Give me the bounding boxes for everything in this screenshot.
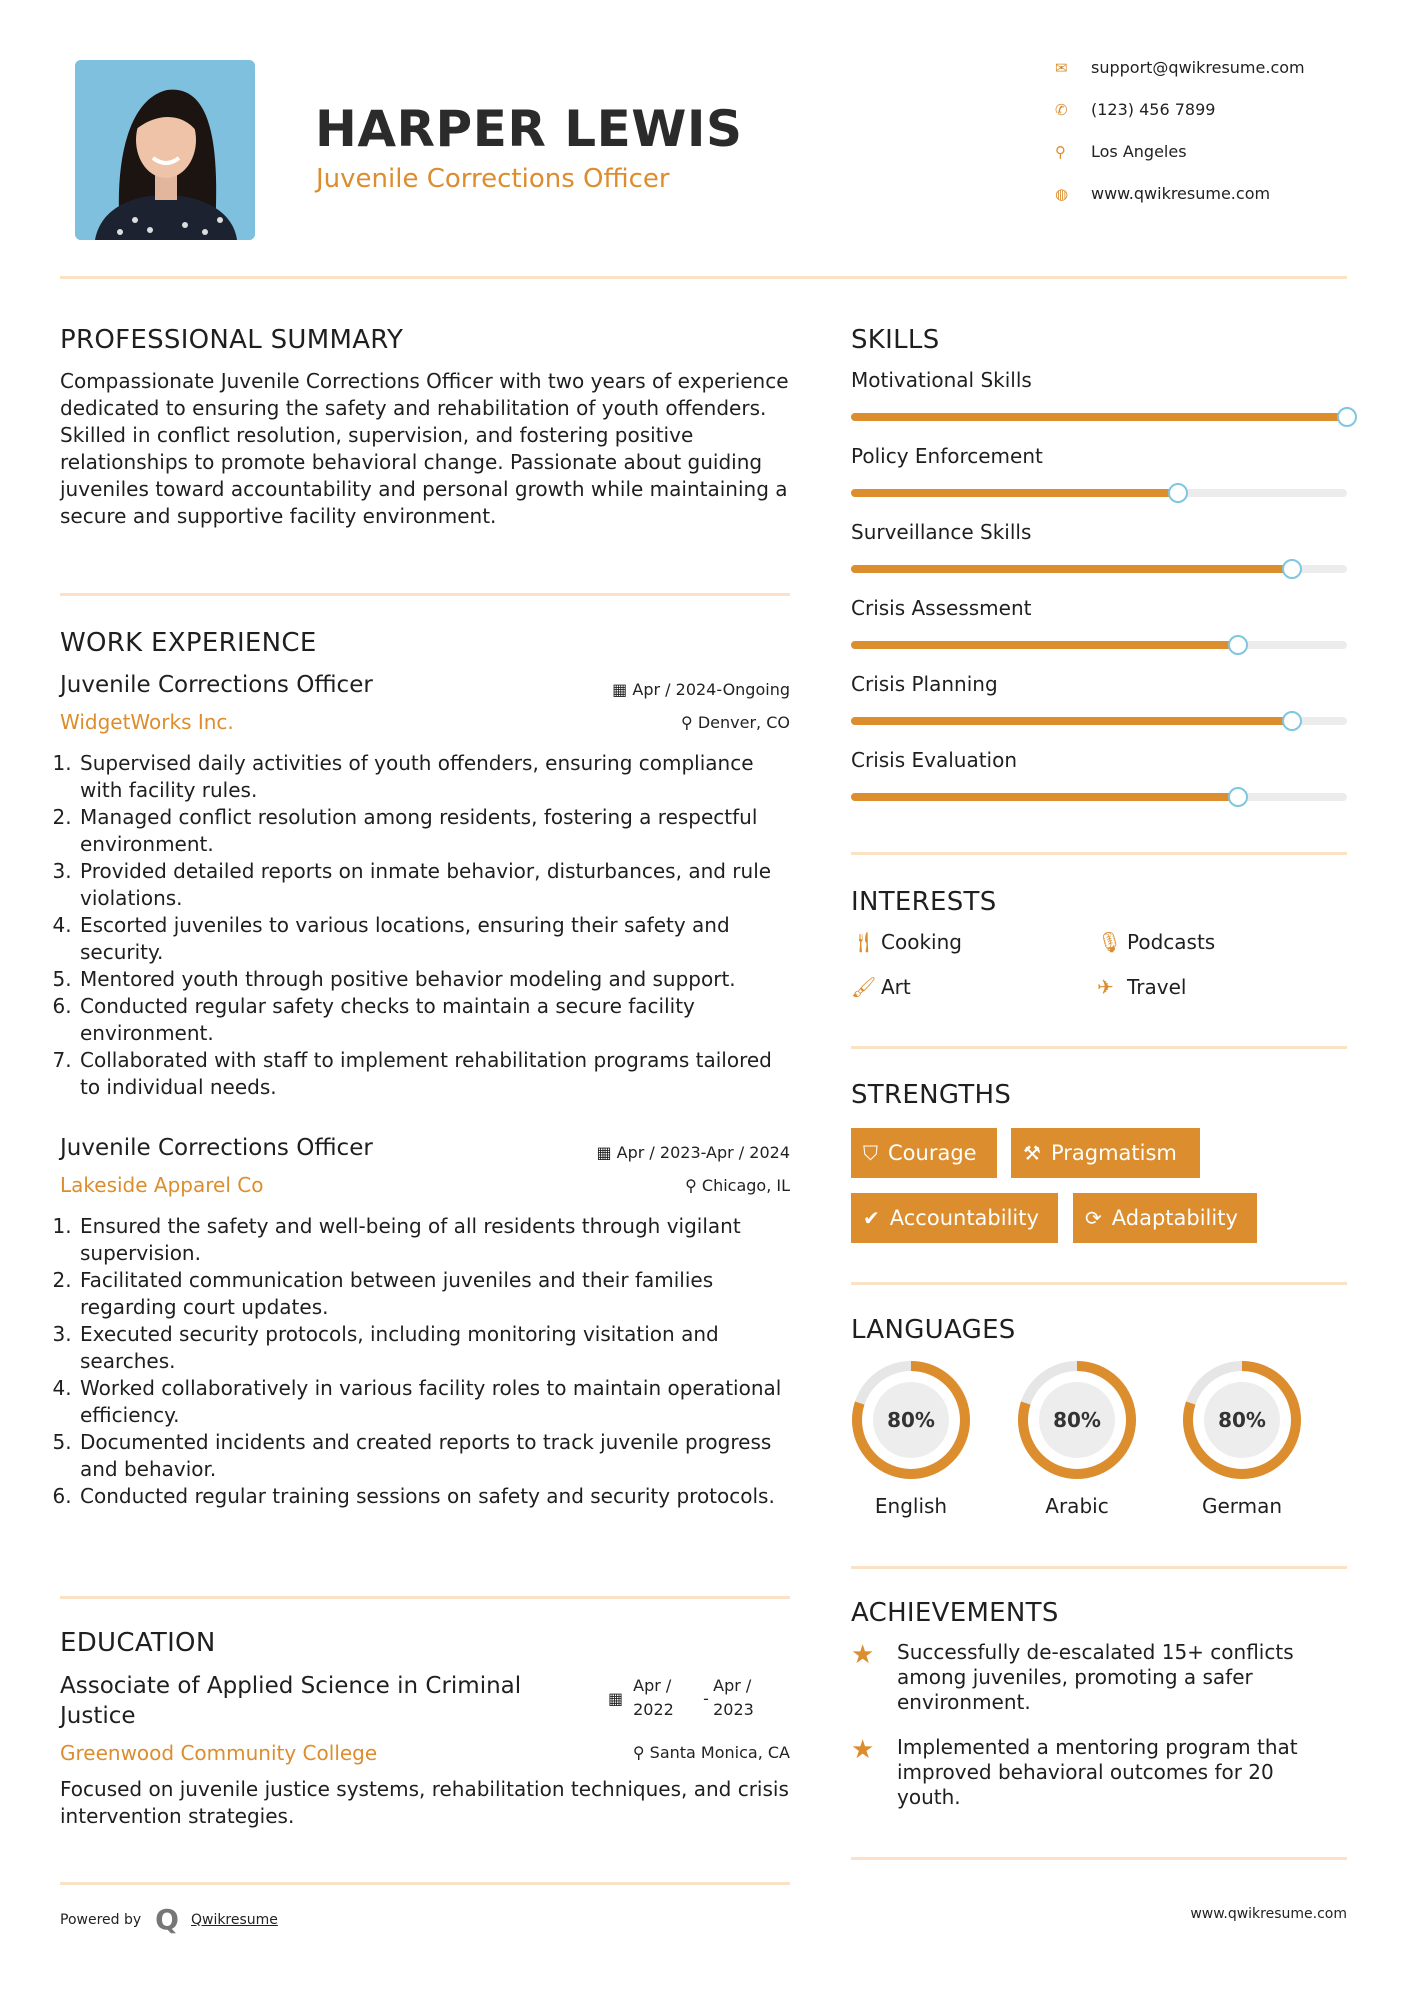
languages-divider xyxy=(851,1566,1347,1569)
strength-adaptability: ⟳ Adaptability xyxy=(1073,1193,1257,1243)
plane-icon: ✈ xyxy=(1097,975,1114,999)
list-item: 6. Conducted regular training sessions on safety and security protocols. xyxy=(78,1483,798,1510)
achievements-divider xyxy=(851,1857,1347,1860)
paintbrush-icon: 🖌︎ xyxy=(851,975,877,999)
interest-art: 🖌︎ Art xyxy=(851,975,911,999)
language-label: German xyxy=(1201,1494,1283,1518)
job-location: ⚲ Chicago, IL xyxy=(685,1176,790,1195)
degree-title: Associate of Applied Science in Criminal Justice xyxy=(60,1673,522,1729)
language-ring xyxy=(849,1358,973,1482)
skill-bar-knob xyxy=(1337,407,1357,427)
language-percent: 80% xyxy=(1053,1408,1101,1432)
strengths-divider xyxy=(851,1282,1347,1285)
skill-bar-fill xyxy=(851,413,1347,421)
list-item: 2. Managed conflict resolution among residents, fostering a respectful environment. xyxy=(78,804,798,858)
interest-podcasts: 🎙︎ Podcasts xyxy=(1097,930,1216,954)
list-item: 1. Supervised daily activities of youth offenders, ensuring compliance with facility rules. xyxy=(78,750,798,804)
achievement-item: ★ Implemented a mentoring program that improved behavioral outcomes for 20 youth. xyxy=(851,1735,1298,1809)
check-circle-icon: ✔ xyxy=(863,1206,880,1230)
globe-icon: ◍ xyxy=(1055,184,1069,203)
education-text: Focused on juvenile justice systems, rehabilitation techniques, and crisis intervention strategies. xyxy=(60,1777,789,1828)
skills-heading: SKILLS xyxy=(851,325,940,355)
job-company: WidgetWorks Inc. xyxy=(60,710,234,734)
pin-icon: ⚲ xyxy=(681,713,693,732)
candidate-name: HARPER LEWIS xyxy=(315,100,743,158)
utensils-icon: 🍴︎ xyxy=(851,930,877,954)
shield-icon: ⛉ xyxy=(863,1141,878,1165)
strength-courage: ⛉ Courage xyxy=(851,1128,997,1178)
contact-phone-text: (123) 456 7899 xyxy=(1091,100,1216,119)
language-label: English xyxy=(874,1494,948,1518)
list-item: 4. Worked collaboratively in various facility roles to maintain operational efficiency. xyxy=(78,1375,798,1429)
experience-heading: WORK EXPERIENCE xyxy=(60,628,317,658)
map-pin-icon: ⚲ xyxy=(1055,142,1066,161)
header-divider xyxy=(60,276,1347,279)
strength-pragmatism: ⚒ Pragmatism xyxy=(1011,1128,1200,1178)
skill-label: Crisis Assessment xyxy=(851,596,1032,620)
interests-heading: INTERESTS xyxy=(851,887,997,917)
education-divider xyxy=(60,1882,790,1885)
language-percent: 80% xyxy=(1218,1408,1266,1432)
job-bullets xyxy=(58,1213,798,1510)
skill-bar-knob xyxy=(1168,483,1188,503)
summary-text: Compassionate Juvenile Corrections Officer with two years of experience dedicated to ensuring the safety and rehabilitation of youth offenders. Skilled in conflict resolution, supervision, and fostering positive relationships to promote behavioral change. Passionate about guiding juveniles toward accountability and personal growth while maintaining a secure and supportive facility environment. xyxy=(60,369,789,528)
list-item: 2. Facilitated communication between juveniles and their families regarding court updates. xyxy=(78,1267,798,1321)
skills-divider xyxy=(851,852,1347,855)
calendar-icon: ▦ xyxy=(596,1143,612,1162)
list-item: 7. Collaborated with staff to implement rehabilitation programs tailored to individual needs. xyxy=(78,1047,798,1101)
interest-cooking: 🍴︎ Cooking xyxy=(851,930,962,954)
languages-heading: LANGUAGES xyxy=(851,1315,1016,1345)
skill-label: Crisis Planning xyxy=(851,672,998,696)
pin-icon: ⚲ xyxy=(632,1743,645,1762)
achievement-item: ★ Successfully de-escalated 15+ conflicts among juveniles, promoting a safer environment. xyxy=(851,1640,1294,1714)
job-title: Juvenile Corrections Officer xyxy=(60,1135,373,1161)
skill-label: Surveillance Skills xyxy=(851,520,1032,544)
skill-label: Policy Enforcement xyxy=(851,444,1043,468)
education-heading: EDUCATION xyxy=(60,1628,216,1658)
calendar-icon: ▦ xyxy=(612,680,628,699)
list-item: 5. Mentored youth through positive behavior modeling and support. xyxy=(78,966,798,993)
skill-bar-fill xyxy=(851,717,1292,725)
list-item: 5. Documented incidents and created reports to track juvenile progress and behavior. xyxy=(78,1429,798,1483)
skill-bar-fill xyxy=(851,565,1292,573)
education-location: ⚲ Santa Monica, CA xyxy=(632,1743,790,1762)
job-title: Juvenile Corrections Officer xyxy=(60,672,373,698)
skill-bar-knob xyxy=(1228,787,1248,807)
interest-travel: ✈ Travel xyxy=(1097,975,1187,999)
envelope-icon: ✉ xyxy=(1055,58,1068,77)
contact-email[interactable] xyxy=(1055,58,1305,77)
contact-location xyxy=(1055,142,1187,161)
contact-phone[interactable] xyxy=(1055,100,1215,119)
school-name: Greenwood Community College xyxy=(60,1741,378,1765)
contact-website[interactable] xyxy=(1055,184,1270,203)
contact-email-text: support@qwikresume.com xyxy=(1091,58,1305,77)
pin-icon: ⚲ xyxy=(685,1176,697,1195)
education-date: ▦ Apr / 2022 - Apr / 2023 xyxy=(608,1676,754,1719)
strengths-heading: STRENGTHS xyxy=(851,1080,1012,1110)
contact-location-text: Los Angeles xyxy=(1091,142,1187,161)
skill-bar-knob xyxy=(1228,635,1248,655)
footer-site-link[interactable]: www.qwikresume.com xyxy=(1190,1906,1347,1922)
list-item: 4. Escorted juveniles to various locations, ensuring their safety and security. xyxy=(78,912,798,966)
summary-heading: PROFESSIONAL SUMMARY xyxy=(60,325,404,355)
contact-website-text: www.qwikresume.com xyxy=(1091,184,1271,203)
skill-bar-fill xyxy=(851,641,1238,649)
skill-bar-fill xyxy=(851,793,1238,801)
skill-bar-fill xyxy=(851,489,1178,497)
list-item: 6. Conducted regular safety checks to maintain a secure facility environment. xyxy=(78,993,798,1047)
calendar-icon: ▦ xyxy=(608,1688,624,1708)
interests-divider xyxy=(851,1046,1347,1049)
list-item: 3. Executed security protocols, including monitoring visitation and searches. xyxy=(78,1321,798,1375)
list-item: 3. Provided detailed reports on inmate behavior, disturbances, and rule violations. xyxy=(78,858,798,912)
footer-brand-link[interactable]: Qwikresume xyxy=(190,1911,278,1928)
profile-photo xyxy=(75,60,255,240)
gavel-icon: ⚒ xyxy=(1023,1141,1041,1165)
job-date: ▦ Apr / 2024-Ongoing xyxy=(612,680,790,699)
microphone-icon: 🎙︎ xyxy=(1097,930,1123,954)
job-bullets xyxy=(58,750,798,1101)
job-location: ⚲ Denver, CO xyxy=(681,713,790,732)
strength-accountability: ✔ Accountability xyxy=(851,1193,1058,1243)
phone-icon: ✆ xyxy=(1055,100,1068,119)
language-percent: 80% xyxy=(887,1408,935,1432)
achievements-heading: ACHIEVEMENTS xyxy=(851,1598,1059,1628)
sync-icon: ⟳ xyxy=(1085,1206,1102,1230)
star-icon: ★ xyxy=(851,1640,875,1670)
job-company: Lakeside Apparel Co xyxy=(60,1173,264,1197)
skill-bar-knob xyxy=(1282,711,1302,731)
language-ring xyxy=(1015,1358,1139,1482)
job-date: ▦ Apr / 2023-Apr / 2024 xyxy=(596,1143,790,1162)
list-item: 1. Ensured the safety and well-being of all residents through vigilant supervision. xyxy=(78,1213,798,1267)
footer-powered: Powered by Q Qwikresume xyxy=(60,1903,278,1936)
skill-bar-knob xyxy=(1282,559,1302,579)
skill-label: Crisis Evaluation xyxy=(851,748,1018,772)
qwikresume-logo-icon: Q xyxy=(155,1903,179,1936)
skill-label: Motivational Skills xyxy=(851,368,1032,392)
language-ring xyxy=(1180,1358,1304,1482)
candidate-title: Juvenile Corrections Officer xyxy=(316,164,670,194)
star-icon: ★ xyxy=(851,1735,875,1765)
language-label: Arabic xyxy=(1045,1494,1109,1518)
experience-divider xyxy=(60,1596,790,1599)
summary-divider xyxy=(60,593,790,596)
